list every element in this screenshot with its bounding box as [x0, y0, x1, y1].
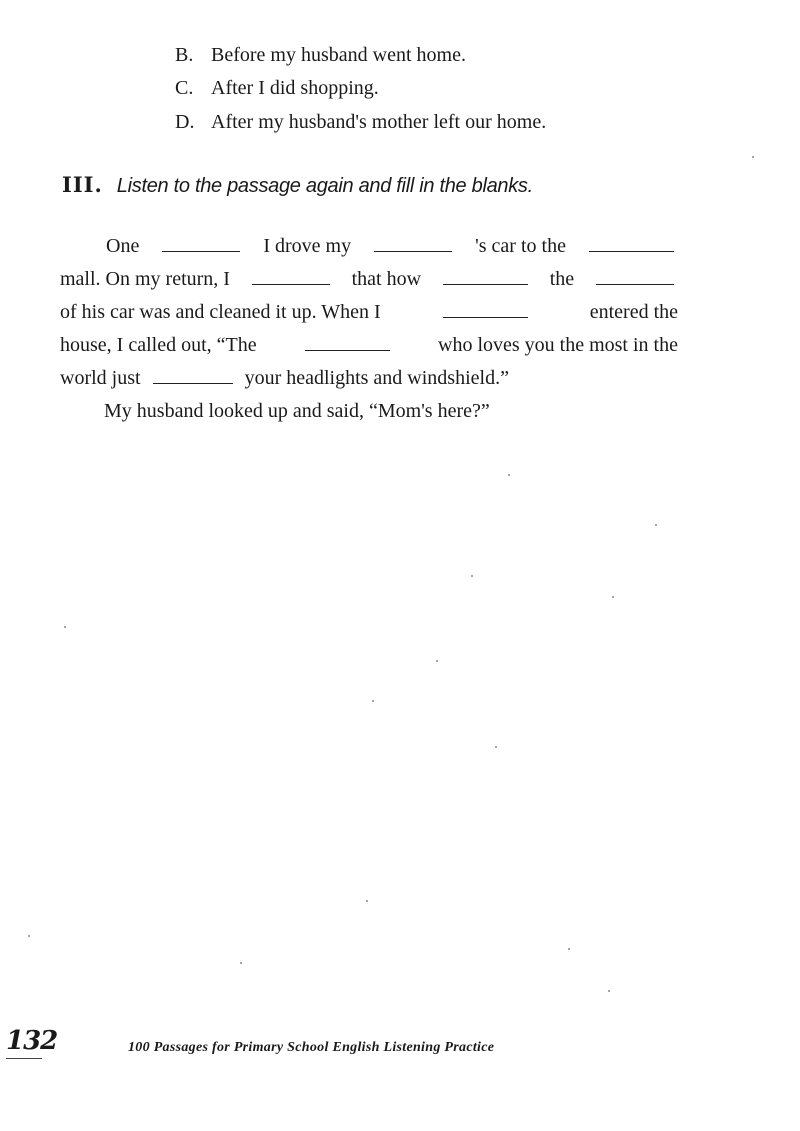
passage-text: of his car was and cleaned it up. When I	[60, 301, 381, 323]
scan-speck	[240, 962, 242, 964]
fill-blank-3[interactable]	[589, 250, 674, 252]
passage-text: mall. On my return, I	[60, 268, 230, 290]
scan-speck	[655, 524, 657, 526]
passage-line-1	[60, 230, 678, 263]
passage-text: 's car to the	[475, 235, 566, 257]
option-letter: D.	[175, 111, 195, 133]
section-number: III.	[62, 172, 103, 197]
fill-blank-1[interactable]	[162, 250, 240, 252]
option-c	[175, 77, 379, 100]
section-instruction: Listen to the passage again and fill in the blanks.	[116, 175, 533, 197]
passage	[60, 230, 678, 428]
option-letter: C.	[175, 77, 194, 99]
scan-speck	[508, 474, 510, 476]
fill-blank-4[interactable]	[252, 283, 330, 285]
option-text: After I did shopping.	[211, 77, 379, 99]
passage-text: the	[549, 268, 575, 290]
passage-text: who loves you the most in the	[438, 334, 678, 356]
option-b	[175, 44, 466, 67]
scan-speck	[608, 990, 610, 992]
scan-speck	[436, 660, 438, 662]
scan-speck	[495, 746, 497, 748]
book-title: 100 Passages for Primary School English Listening Practice	[128, 1040, 495, 1055]
scan-speck	[28, 935, 30, 937]
passage-text: house, I called out, “The	[60, 334, 257, 356]
fill-blank-7[interactable]	[443, 316, 528, 318]
fill-blank-9[interactable]	[153, 382, 233, 384]
scan-speck	[752, 156, 754, 158]
passage-line-5	[60, 362, 678, 395]
passage-line-4	[60, 329, 678, 362]
scan-speck	[568, 948, 570, 950]
fill-blank-5[interactable]	[443, 283, 528, 285]
fill-blank-2[interactable]	[374, 250, 452, 252]
option-text: After my husband's mother left our home.	[211, 111, 547, 133]
option-d	[175, 111, 546, 134]
fill-blank-8[interactable]	[305, 349, 390, 351]
passage-text: that how	[351, 268, 422, 290]
scan-speck	[372, 700, 374, 702]
passage-line-6	[60, 395, 678, 428]
passage-text: world just	[60, 367, 141, 389]
passage-line-2	[60, 263, 678, 296]
passage-text: I drove my	[263, 235, 352, 257]
option-letter: B.	[175, 44, 194, 66]
section-heading	[62, 172, 533, 198]
passage-text: your headlights and windshield.”	[244, 367, 509, 389]
passage-line-3	[60, 296, 678, 329]
passage-text: My husband looked up and said, “Mom's here?”	[104, 400, 490, 422]
option-text: Before my husband went home.	[211, 44, 466, 66]
scan-speck	[471, 575, 473, 577]
scan-speck	[366, 900, 368, 902]
page-number-rule	[6, 1058, 42, 1059]
scan-speck	[64, 626, 66, 628]
passage-text: entered the	[589, 301, 678, 323]
scan-speck	[612, 596, 614, 598]
page-number: 132	[6, 1026, 58, 1056]
fill-blank-6[interactable]	[596, 283, 674, 285]
passage-text: One	[106, 235, 140, 257]
